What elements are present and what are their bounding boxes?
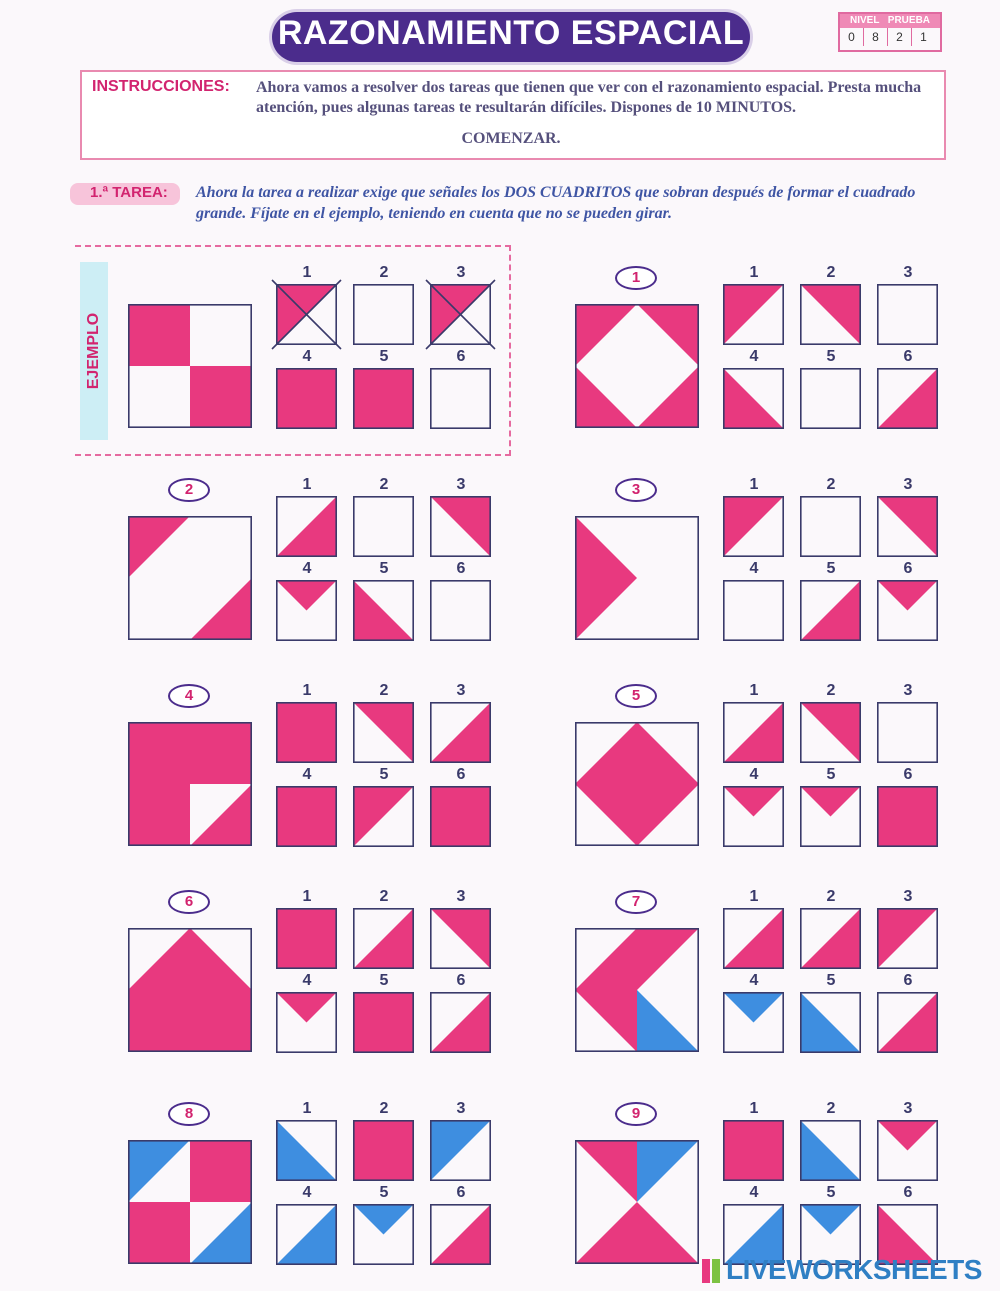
option-number: 1 bbox=[302, 264, 312, 281]
liveworksheets-logo: LIVEWORKSHEETS bbox=[726, 1254, 982, 1285]
option-number: 1 bbox=[302, 888, 312, 905]
level-label: NIVEL bbox=[849, 15, 880, 26]
problem-number-badge: 7 bbox=[615, 890, 657, 914]
option-number: 5 bbox=[379, 1184, 389, 1201]
option-square-1[interactable] bbox=[723, 702, 784, 763]
option-square-2[interactable] bbox=[353, 908, 414, 969]
option-number: 4 bbox=[302, 1184, 312, 1201]
option-square-1[interactable] bbox=[276, 702, 337, 763]
option-number: 6 bbox=[903, 972, 913, 989]
option-number: 6 bbox=[456, 766, 466, 783]
option-number: 5 bbox=[826, 348, 836, 365]
code-box-header bbox=[840, 14, 940, 28]
big-square bbox=[575, 304, 699, 428]
option-square-4[interactable] bbox=[723, 992, 784, 1053]
option-number: 2 bbox=[826, 1100, 836, 1117]
option-square-5[interactable] bbox=[353, 368, 414, 429]
big-square bbox=[575, 516, 699, 640]
option-square-2[interactable] bbox=[800, 284, 861, 345]
option-square-4[interactable] bbox=[276, 1204, 337, 1265]
option-number: 2 bbox=[826, 264, 836, 281]
option-number: 4 bbox=[749, 766, 759, 783]
option-number: 4 bbox=[749, 1184, 759, 1201]
option-number: 3 bbox=[456, 264, 466, 281]
big-square bbox=[575, 1140, 699, 1264]
option-number: 1 bbox=[749, 1100, 759, 1117]
option-number: 4 bbox=[302, 766, 312, 783]
option-number: 4 bbox=[749, 348, 759, 365]
option-number: 1 bbox=[749, 476, 759, 493]
option-square-2[interactable] bbox=[353, 496, 414, 557]
option-number: 4 bbox=[302, 972, 312, 989]
option-number: 1 bbox=[302, 682, 312, 699]
code-digit: 2 bbox=[888, 28, 912, 46]
liveworksheets-logo-icon bbox=[700, 1258, 722, 1284]
option-square-4[interactable] bbox=[723, 368, 784, 429]
option-number: 1 bbox=[749, 682, 759, 699]
option-number: 6 bbox=[903, 1184, 913, 1201]
option-square-2[interactable] bbox=[800, 908, 861, 969]
option-number: 3 bbox=[903, 1100, 913, 1117]
option-square-2[interactable] bbox=[353, 1120, 414, 1181]
option-square-5[interactable] bbox=[800, 368, 861, 429]
instructions-label: INSTRUCCIONES: bbox=[92, 78, 230, 95]
instructions-text: Ahora vamos a resolver dos tareas que tienen que ver con el razonamiento espacial. Presta mucha atención, pues algunas tareas te resultarán difíciles. Dispones de 10 MINUTOS. bbox=[256, 79, 922, 116]
big-square bbox=[128, 928, 252, 1052]
option-square-6[interactable] bbox=[430, 368, 491, 429]
task-label: 1.ª TAREA: bbox=[90, 184, 168, 201]
option-number: 2 bbox=[379, 476, 389, 493]
problem-number-badge: 2 bbox=[168, 478, 210, 502]
option-number: 6 bbox=[903, 766, 913, 783]
option-number: 4 bbox=[302, 560, 312, 577]
option-number: 5 bbox=[826, 972, 836, 989]
option-number: 1 bbox=[749, 264, 759, 281]
option-square-5[interactable] bbox=[353, 580, 414, 641]
option-square-5[interactable] bbox=[353, 1204, 414, 1265]
option-square-6[interactable] bbox=[430, 580, 491, 641]
option-number: 2 bbox=[379, 888, 389, 905]
option-number: 3 bbox=[456, 888, 466, 905]
option-square-3[interactable] bbox=[877, 702, 938, 763]
option-square-5[interactable] bbox=[800, 580, 861, 641]
big-square bbox=[575, 928, 699, 1052]
option-square-6[interactable] bbox=[430, 1204, 491, 1265]
code-digit: 8 bbox=[864, 28, 888, 46]
option-square-1[interactable] bbox=[276, 496, 337, 557]
option-square-1[interactable] bbox=[276, 908, 337, 969]
option-square-4[interactable] bbox=[276, 992, 337, 1053]
option-number: 6 bbox=[456, 348, 466, 365]
option-square-5[interactable] bbox=[800, 992, 861, 1053]
option-number: 6 bbox=[903, 560, 913, 577]
option-square-4[interactable] bbox=[276, 580, 337, 641]
option-number: 5 bbox=[826, 560, 836, 577]
option-square-5[interactable] bbox=[353, 786, 414, 847]
option-number: 1 bbox=[302, 476, 312, 493]
option-number: 3 bbox=[903, 476, 913, 493]
option-number: 1 bbox=[749, 888, 759, 905]
option-square-4[interactable] bbox=[276, 786, 337, 847]
option-square-3[interactable] bbox=[430, 908, 491, 969]
option-number: 6 bbox=[456, 1184, 466, 1201]
start-text: COMENZAR. bbox=[461, 130, 561, 147]
test-label: PRUEBA bbox=[887, 15, 931, 26]
option-number: 3 bbox=[456, 476, 466, 493]
option-number: 4 bbox=[749, 560, 759, 577]
page-title: RAZONAMIENTO ESPACIAL bbox=[277, 14, 745, 52]
problem-number-badge: 6 bbox=[168, 890, 210, 914]
option-square-1[interactable] bbox=[276, 1120, 337, 1181]
option-square-1[interactable] bbox=[723, 284, 784, 345]
option-number: 6 bbox=[456, 972, 466, 989]
option-number: 2 bbox=[379, 1100, 389, 1117]
level-test-code-box bbox=[838, 12, 942, 52]
option-number: 5 bbox=[379, 972, 389, 989]
problem-number-badge: 8 bbox=[168, 1102, 210, 1126]
option-square-6[interactable] bbox=[877, 368, 938, 429]
option-number: 3 bbox=[903, 888, 913, 905]
option-square-1[interactable] bbox=[723, 496, 784, 557]
option-number: 2 bbox=[379, 264, 389, 281]
problem-number-badge: 3 bbox=[615, 478, 657, 502]
option-square-3[interactable] bbox=[877, 496, 938, 557]
option-number: 4 bbox=[749, 972, 759, 989]
option-square-6[interactable] bbox=[877, 786, 938, 847]
problem-number-badge: 5 bbox=[615, 684, 657, 708]
option-number: 5 bbox=[379, 348, 389, 365]
option-number: 5 bbox=[379, 560, 389, 577]
option-number: 3 bbox=[903, 264, 913, 281]
option-square-2[interactable] bbox=[800, 496, 861, 557]
big-square bbox=[575, 722, 699, 846]
option-square-3[interactable] bbox=[877, 1120, 938, 1181]
option-square-6[interactable] bbox=[430, 786, 491, 847]
option-square-5[interactable] bbox=[800, 786, 861, 847]
option-number: 4 bbox=[302, 348, 312, 365]
option-square-3[interactable] bbox=[430, 702, 491, 763]
task-instructions: Ahora la tarea a realizar exige que señales los DOS CUADRITOS que sobran después de formar el cuadrado grande. Fíjate en el ejemplo, teniendo en cuenta que no se pueden girar. bbox=[196, 184, 916, 222]
option-square-1[interactable] bbox=[723, 908, 784, 969]
option-square-5[interactable] bbox=[353, 992, 414, 1053]
example-label-text: EJEMPLO bbox=[85, 312, 102, 390]
problem-number-badge: 1 bbox=[615, 266, 657, 290]
option-number: 6 bbox=[456, 560, 466, 577]
option-number: 5 bbox=[826, 766, 836, 783]
option-square-1[interactable] bbox=[276, 284, 337, 345]
option-square-4[interactable] bbox=[723, 580, 784, 641]
option-square-1[interactable] bbox=[723, 1120, 784, 1181]
code-digit: 0 bbox=[840, 28, 864, 46]
big-square bbox=[128, 1140, 252, 1264]
problem-number-badge: 4 bbox=[168, 684, 210, 708]
example-label bbox=[80, 262, 108, 440]
big-square bbox=[128, 304, 252, 428]
option-number: 2 bbox=[379, 682, 389, 699]
option-square-3[interactable] bbox=[877, 284, 938, 345]
option-number: 2 bbox=[826, 682, 836, 699]
option-square-2[interactable] bbox=[353, 284, 414, 345]
option-square-3[interactable] bbox=[430, 1120, 491, 1181]
option-square-2[interactable] bbox=[800, 702, 861, 763]
option-number: 3 bbox=[903, 682, 913, 699]
big-square bbox=[128, 722, 252, 846]
option-square-3[interactable] bbox=[877, 908, 938, 969]
option-square-4[interactable] bbox=[276, 368, 337, 429]
option-number: 1 bbox=[302, 1100, 312, 1117]
option-square-4[interactable] bbox=[723, 786, 784, 847]
option-number: 2 bbox=[826, 888, 836, 905]
option-number: 3 bbox=[456, 1100, 466, 1117]
problem-number-badge: 9 bbox=[615, 1102, 657, 1126]
option-square-6[interactable] bbox=[877, 992, 938, 1053]
option-square-2[interactable] bbox=[800, 1120, 861, 1181]
option-number: 5 bbox=[379, 766, 389, 783]
option-number: 2 bbox=[826, 476, 836, 493]
option-number: 5 bbox=[826, 1184, 836, 1201]
big-square bbox=[128, 516, 252, 640]
option-square-2[interactable] bbox=[353, 702, 414, 763]
option-number: 6 bbox=[903, 348, 913, 365]
option-square-3[interactable] bbox=[430, 284, 491, 345]
option-number: 3 bbox=[456, 682, 466, 699]
option-square-6[interactable] bbox=[430, 992, 491, 1053]
option-square-6[interactable] bbox=[877, 580, 938, 641]
option-square-3[interactable] bbox=[430, 496, 491, 557]
code-digit: 1 bbox=[920, 30, 927, 44]
